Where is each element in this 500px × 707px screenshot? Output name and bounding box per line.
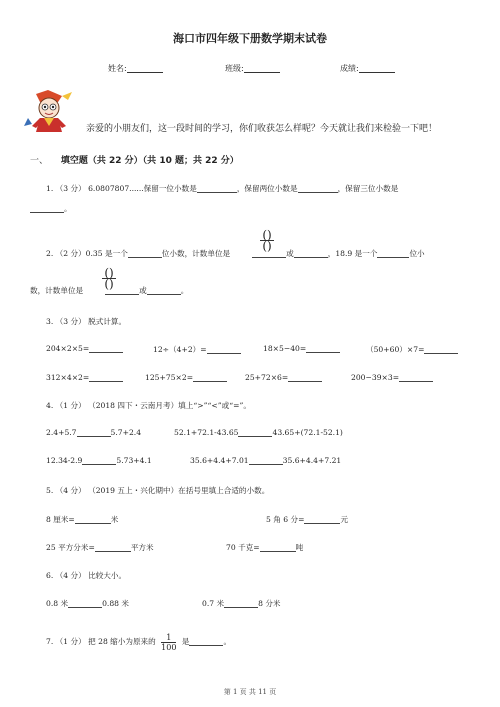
q3-blank-2[interactable] [207,345,241,354]
q3-item-8: 200−39×3= [351,373,433,382]
question-6: 6. （4 分） 比较大小。 [46,571,127,580]
q5-blank-4[interactable] [260,543,296,552]
q4-blank-2[interactable] [238,428,272,437]
name-field[interactable] [108,63,163,74]
q5-blank-1[interactable] [75,515,111,524]
q3-blank-7[interactable] [288,373,322,382]
question-4: 4. （1 分） （2018 四下・云南月考）填上“>”“<”或“=”。 [46,401,251,410]
q4-blank-1[interactable] [77,428,111,437]
q4-blank-3[interactable] [82,456,116,465]
class-label: 班级: [225,64,244,73]
q5-blank-2[interactable] [304,515,340,524]
q3-item-5: 312×4×2= [46,373,123,382]
q3-blank-5[interactable] [89,373,123,382]
score-blank[interactable] [359,64,395,73]
question-2: 2. （2 分）0.35 是一个 位小数，计数单位是 或 ，18.9 是一个 位小 [46,249,425,258]
q6-compare-1: 0.8 米 0.88 米 [46,599,130,608]
mascot-illustration [18,88,78,134]
q6-blank-2[interactable] [224,599,258,608]
question-2-cont: 数，计数单位是 或 。 [30,286,189,295]
q5-blank-3[interactable] [95,543,131,552]
q5-item-2: 5 角 6 分= 元 [266,515,349,524]
q2-blank-2[interactable] [252,249,286,258]
question-1: 1. （3 分） 6.0807807......保留一位小数是 ，保留两位小数是 ，保留三位小数是 [46,184,399,193]
q2-blank-4[interactable] [377,249,409,258]
section-header [30,153,239,166]
q4-compare-4: 35.6+4.4+7.01 35.6+4.4+7.21 [190,456,342,465]
greeting-text: 亲爱的小朋友们，这一段时间的学习，你们收获怎么样呢？今天就让我们来检验一下吧！ [86,124,438,134]
q6-compare-2: 0.7 米 8 分米 [202,599,281,608]
q4-compare-1: 2.4+5.7 5.7+2.4 [46,428,142,437]
q7-blank[interactable] [189,637,223,646]
name-blank[interactable] [127,64,163,73]
class-field[interactable] [225,63,280,74]
page-title: 海口市四年级下册数学期末试卷 [173,32,327,45]
score-field[interactable] [340,63,395,74]
q3-item-1: 204×2×5= [46,344,123,353]
q2-fraction-2: () () [102,268,116,289]
q5-item-1: 8 厘米= 米 [46,515,119,524]
section-number: 一、 [30,156,49,166]
q4-compare-2: 52.1+72.1-43.65 43.65+(72.1-52.1) [174,428,343,437]
question-3: 3. （3 分） 脱式计算。 [46,317,127,326]
q4-compare-3: 12.34-2.9 5.73+4.1 [46,456,152,465]
question-7: 7. （1 分） 把 28 缩小为原来的 $\frac{1}{100}$ 是 。 [46,633,232,652]
class-blank[interactable] [244,64,280,73]
q3-item-6: 125+75×2= [145,373,227,382]
q3-item-2: 12÷（4+2）= [153,344,241,355]
q7-fraction: $\frac{1}{100}$ [161,633,177,652]
section-label: 填空题（共 22 分）（共 10 题；共 22 分） [60,156,239,166]
question-5: 5. （4 分） （2019 五上・兴化期中）在括号里填上合适的小数。 [46,486,270,495]
q3-item-7: 25+72×6= [245,373,322,382]
q2-blank-1[interactable] [128,249,162,258]
q5-item-3: 25 平方分米= 平方米 [46,543,154,552]
q3-blank-8[interactable] [399,373,433,382]
q6-blank-1[interactable] [68,599,102,608]
q3-blank-6[interactable] [193,373,227,382]
q2-blank-3[interactable] [294,249,328,258]
q3-item-4: （50+60）×7= [366,344,458,355]
q4-blank-4[interactable] [249,456,283,465]
q2-blank-5[interactable] [105,286,139,295]
q3-item-3: 18×5−40= [263,344,340,353]
q1-blank-2[interactable] [298,184,338,193]
q1-blank-3[interactable] [30,204,64,213]
q2-fraction-1: () () [260,230,274,251]
q3-blank-3[interactable] [306,344,340,353]
q1-blank-1[interactable] [197,184,237,193]
q3-blank-1[interactable] [89,344,123,353]
question-1-cont: 。 [30,203,72,214]
q5-item-4: 70 千克= 吨 [226,543,304,552]
name-label: 姓名: [108,64,127,73]
q3-blank-4[interactable] [424,345,458,354]
score-label: 成绩: [340,64,359,73]
q2-blank-6[interactable] [147,286,181,295]
page-footer: 第 1 页 共 11 页 [223,688,277,696]
